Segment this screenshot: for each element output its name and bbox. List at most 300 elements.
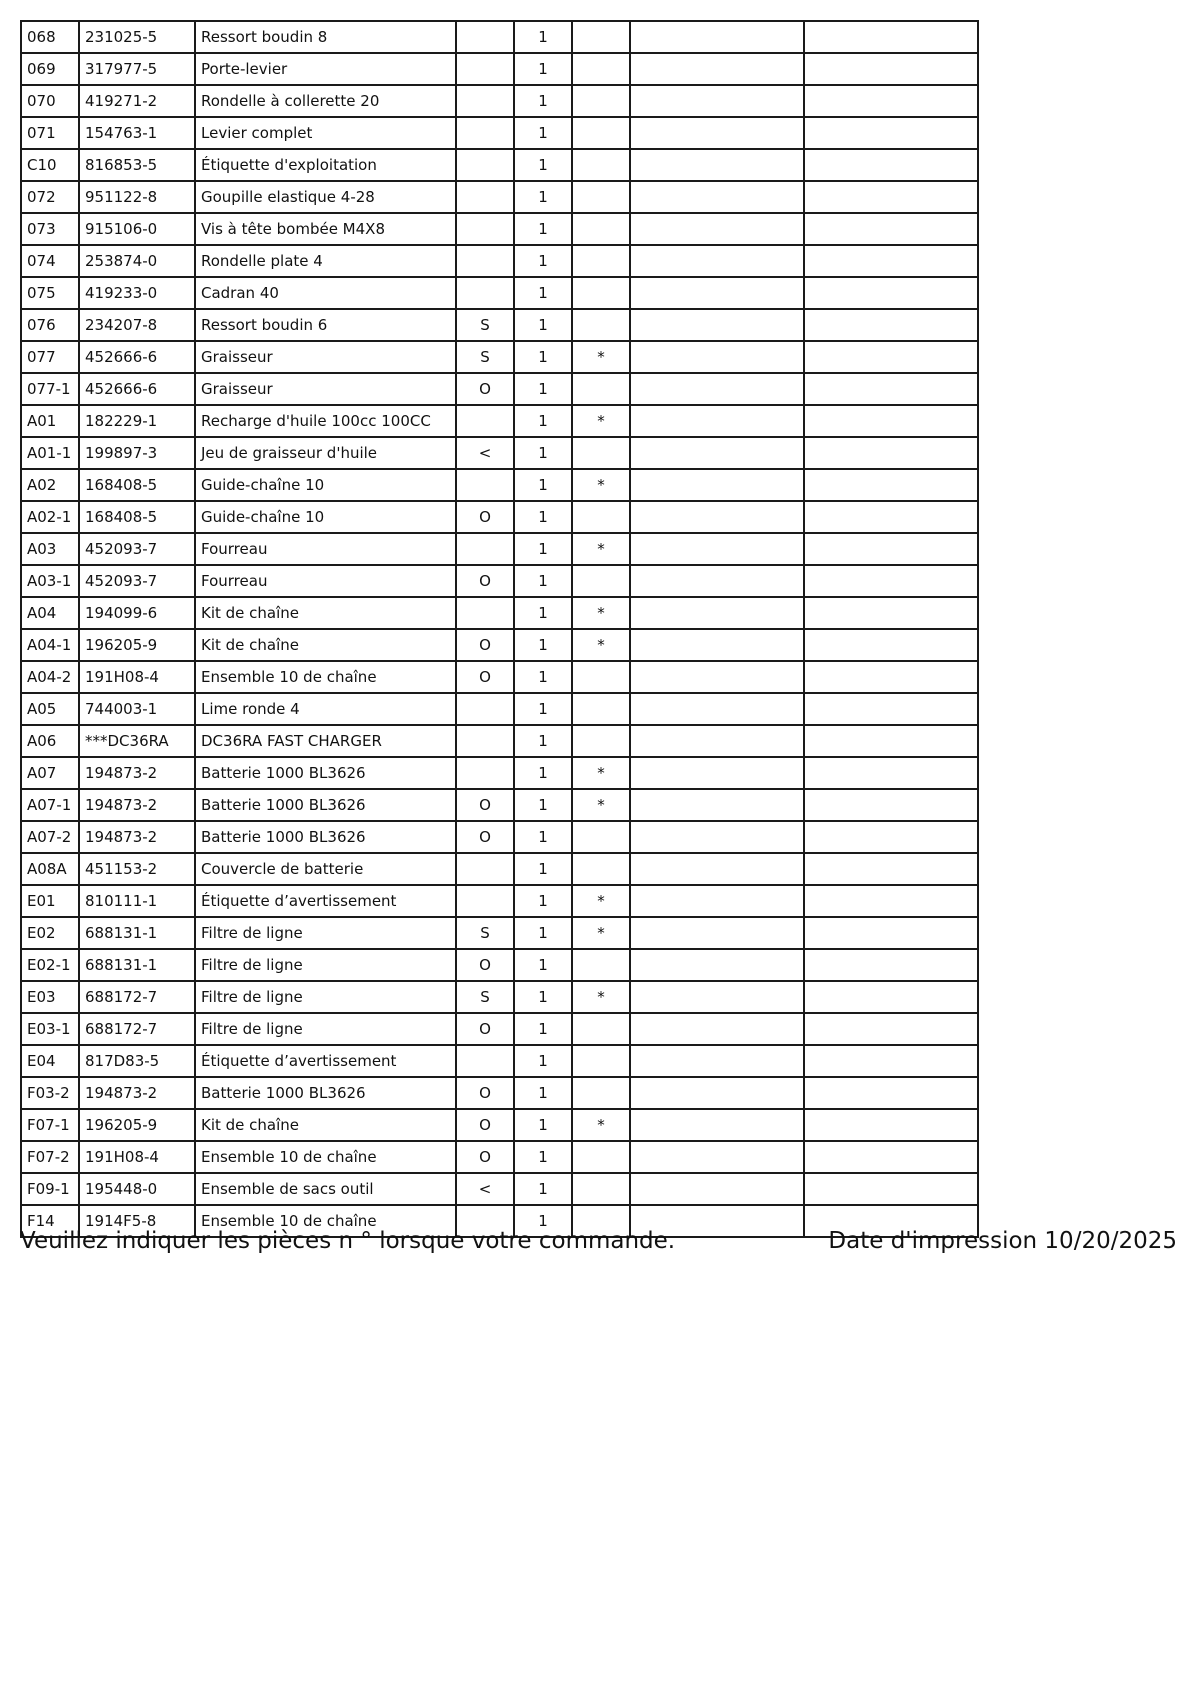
part-number-cell: 196205-9 <box>79 629 195 661</box>
mark-cell <box>572 1077 630 1109</box>
part-number-cell: 168408-5 <box>79 501 195 533</box>
description-cell: Ensemble 10 de chaîne <box>195 1205 456 1237</box>
part-number-cell: 419233-0 <box>79 277 195 309</box>
quantity-cell: 1 <box>514 533 572 565</box>
blank-cell-b <box>804 405 978 437</box>
part-number-cell: 688131-1 <box>79 917 195 949</box>
quantity-cell: 1 <box>514 469 572 501</box>
quantity-cell: 1 <box>514 501 572 533</box>
part-number-cell: 195448-0 <box>79 1173 195 1205</box>
item-number-cell: A06 <box>21 725 79 757</box>
mark-cell <box>572 181 630 213</box>
part-number-cell: 194873-2 <box>79 821 195 853</box>
blank-cell-a <box>630 341 804 373</box>
part-number-cell: 234207-8 <box>79 309 195 341</box>
description-cell: DC36RA FAST CHARGER <box>195 725 456 757</box>
table-row <box>21 789 978 821</box>
mark-cell: * <box>572 789 630 821</box>
item-number-cell: E02 <box>21 917 79 949</box>
table-row <box>21 277 978 309</box>
part-number-cell: 1914F5-8 <box>79 1205 195 1237</box>
blank-cell-b <box>804 309 978 341</box>
item-number-cell: A01 <box>21 405 79 437</box>
description-cell: Étiquette d’avertissement <box>195 1045 456 1077</box>
item-number-cell: A03 <box>21 533 79 565</box>
mark-cell: * <box>572 629 630 661</box>
blank-cell-a <box>630 213 804 245</box>
description-cell: Filtre de ligne <box>195 949 456 981</box>
blank-cell-a <box>630 181 804 213</box>
blank-cell-a <box>630 501 804 533</box>
item-number-cell: A07-2 <box>21 821 79 853</box>
blank-cell-b <box>804 53 978 85</box>
description-cell: Recharge d'huile 100cc 100CC <box>195 405 456 437</box>
description-cell: Filtre de ligne <box>195 917 456 949</box>
blank-cell-a <box>630 149 804 181</box>
note-cell: S <box>456 309 514 341</box>
part-number-cell: 452666-6 <box>79 373 195 405</box>
table-row <box>21 629 978 661</box>
part-number-cell: 194873-2 <box>79 789 195 821</box>
description-cell: Rondelle à collerette 20 <box>195 85 456 117</box>
quantity-cell: 1 <box>514 757 572 789</box>
description-cell: Jeu de graisseur d'huile <box>195 437 456 469</box>
description-cell: Ensemble 10 de chaîne <box>195 1141 456 1173</box>
table-row <box>21 1109 978 1141</box>
part-number-cell: 452093-7 <box>79 565 195 597</box>
item-number-cell: 068 <box>21 21 79 53</box>
mark-cell: * <box>572 597 630 629</box>
note-cell: S <box>456 981 514 1013</box>
blank-cell-b <box>804 885 978 917</box>
blank-cell-b <box>804 181 978 213</box>
mark-cell <box>572 1013 630 1045</box>
table-row <box>21 213 978 245</box>
quantity-cell: 1 <box>514 149 572 181</box>
part-number-cell: 194873-2 <box>79 1077 195 1109</box>
table-row <box>21 1013 978 1045</box>
description-cell: Guide-chaîne 10 <box>195 469 456 501</box>
table-row <box>21 853 978 885</box>
item-number-cell: A08A <box>21 853 79 885</box>
mark-cell <box>572 821 630 853</box>
table-row <box>21 1173 978 1205</box>
mark-cell: * <box>572 917 630 949</box>
table-row <box>21 693 978 725</box>
item-number-cell: F03-2 <box>21 1077 79 1109</box>
description-cell: Levier complet <box>195 117 456 149</box>
table-row <box>21 661 978 693</box>
item-number-cell: E03-1 <box>21 1013 79 1045</box>
quantity-cell: 1 <box>514 1173 572 1205</box>
item-number-cell: A04-1 <box>21 629 79 661</box>
blank-cell-b <box>804 117 978 149</box>
description-cell: Étiquette d'exploitation <box>195 149 456 181</box>
item-number-cell: E03 <box>21 981 79 1013</box>
table-row <box>21 757 978 789</box>
item-number-cell: 071 <box>21 117 79 149</box>
item-number-cell: E02-1 <box>21 949 79 981</box>
table-row <box>21 501 978 533</box>
blank-cell-b <box>804 1141 978 1173</box>
description-cell: Batterie 1000 BL3626 <box>195 821 456 853</box>
blank-cell-b <box>804 213 978 245</box>
table-row <box>21 1045 978 1077</box>
part-number-cell: 688131-1 <box>79 949 195 981</box>
blank-cell-a <box>630 757 804 789</box>
table-row <box>21 885 978 917</box>
blank-cell-a <box>630 277 804 309</box>
description-cell: Lime ronde 4 <box>195 693 456 725</box>
blank-cell-a <box>630 949 804 981</box>
blank-cell-a <box>630 1077 804 1109</box>
mark-cell: * <box>572 533 630 565</box>
table-row <box>21 373 978 405</box>
description-cell: Ressort boudin 6 <box>195 309 456 341</box>
part-number-cell: 816853-5 <box>79 149 195 181</box>
description-cell: Kit de chaîne <box>195 629 456 661</box>
description-cell: Couvercle de batterie <box>195 853 456 885</box>
item-number-cell: A02-1 <box>21 501 79 533</box>
mark-cell <box>572 149 630 181</box>
item-number-cell: A07-1 <box>21 789 79 821</box>
mark-cell: * <box>572 1109 630 1141</box>
blank-cell-b <box>804 437 978 469</box>
mark-cell <box>572 693 630 725</box>
note-cell <box>456 21 514 53</box>
note-cell <box>456 885 514 917</box>
item-number-cell: 075 <box>21 277 79 309</box>
note-cell <box>456 405 514 437</box>
table-row <box>21 53 978 85</box>
item-number-cell: 073 <box>21 213 79 245</box>
quantity-cell: 1 <box>514 565 572 597</box>
description-cell: Guide-chaîne 10 <box>195 501 456 533</box>
description-cell: Cadran 40 <box>195 277 456 309</box>
part-number-cell: 688172-7 <box>79 1013 195 1045</box>
part-number-cell: 199897-3 <box>79 437 195 469</box>
note-cell: O <box>456 789 514 821</box>
quantity-cell: 1 <box>514 949 572 981</box>
note-cell: < <box>456 1173 514 1205</box>
item-number-cell: 072 <box>21 181 79 213</box>
quantity-cell: 1 <box>514 437 572 469</box>
description-cell: Filtre de ligne <box>195 981 456 1013</box>
quantity-cell: 1 <box>514 789 572 821</box>
mark-cell <box>572 85 630 117</box>
blank-cell-a <box>630 693 804 725</box>
mark-cell <box>572 661 630 693</box>
description-cell: Graisseur <box>195 341 456 373</box>
blank-cell-b <box>804 725 978 757</box>
blank-cell-b <box>804 1077 978 1109</box>
blank-cell-b <box>804 629 978 661</box>
quantity-cell: 1 <box>514 917 572 949</box>
blank-cell-b <box>804 693 978 725</box>
part-number-cell: 810111-1 <box>79 885 195 917</box>
blank-cell-a <box>630 53 804 85</box>
item-number-cell: A03-1 <box>21 565 79 597</box>
blank-cell-b <box>804 949 978 981</box>
note-cell <box>456 181 514 213</box>
mark-cell <box>572 309 630 341</box>
item-number-cell: F07-1 <box>21 1109 79 1141</box>
note-cell <box>456 725 514 757</box>
blank-cell-b <box>804 661 978 693</box>
print-date: Date d'impression 10/20/2025 <box>828 1228 1177 1254</box>
blank-cell-b <box>804 373 978 405</box>
part-number-cell: 194873-2 <box>79 757 195 789</box>
mark-cell <box>572 277 630 309</box>
table-row <box>21 117 978 149</box>
blank-cell-a <box>630 21 804 53</box>
mark-cell: * <box>572 341 630 373</box>
blank-cell-a <box>630 629 804 661</box>
part-number-cell: 253874-0 <box>79 245 195 277</box>
description-cell: Kit de chaîne <box>195 597 456 629</box>
blank-cell-a <box>630 85 804 117</box>
mark-cell: * <box>572 757 630 789</box>
note-cell: O <box>456 1109 514 1141</box>
blank-cell-b <box>804 757 978 789</box>
quantity-cell: 1 <box>514 117 572 149</box>
quantity-cell: 1 <box>514 277 572 309</box>
table-row <box>21 437 978 469</box>
note-cell: O <box>456 501 514 533</box>
blank-cell-a <box>630 661 804 693</box>
note-cell <box>456 853 514 885</box>
blank-cell-b <box>804 1173 978 1205</box>
description-cell: Porte-levier <box>195 53 456 85</box>
note-cell <box>456 1045 514 1077</box>
blank-cell-a <box>630 245 804 277</box>
table-row <box>21 309 978 341</box>
mark-cell <box>572 437 630 469</box>
note-cell <box>456 213 514 245</box>
item-number-cell: 076 <box>21 309 79 341</box>
quantity-cell: 1 <box>514 1205 572 1237</box>
quantity-cell: 1 <box>514 21 572 53</box>
description-cell: Goupille elastique 4-28 <box>195 181 456 213</box>
blank-cell-b <box>804 21 978 53</box>
part-number-cell: 419271-2 <box>79 85 195 117</box>
blank-cell-b <box>804 981 978 1013</box>
blank-cell-a <box>630 373 804 405</box>
quantity-cell: 1 <box>514 85 572 117</box>
blank-cell-b <box>804 1109 978 1141</box>
mark-cell <box>572 725 630 757</box>
note-cell: O <box>456 1077 514 1109</box>
mark-cell <box>572 565 630 597</box>
blank-cell-b <box>804 245 978 277</box>
mark-cell <box>572 853 630 885</box>
mark-cell <box>572 1045 630 1077</box>
description-cell: Kit de chaîne <box>195 1109 456 1141</box>
blank-cell-a <box>630 1141 804 1173</box>
blank-cell-a <box>630 309 804 341</box>
item-number-cell: F14 <box>21 1205 79 1237</box>
table-row <box>21 565 978 597</box>
table-row <box>21 149 978 181</box>
note-cell: O <box>456 1141 514 1173</box>
part-number-cell: 452666-6 <box>79 341 195 373</box>
item-number-cell: A04-2 <box>21 661 79 693</box>
blank-cell-b <box>804 821 978 853</box>
note-cell <box>456 85 514 117</box>
blank-cell-b <box>804 597 978 629</box>
item-number-cell: A04 <box>21 597 79 629</box>
mark-cell <box>572 213 630 245</box>
blank-cell-a <box>630 117 804 149</box>
quantity-cell: 1 <box>514 981 572 1013</box>
note-cell: O <box>456 373 514 405</box>
table-row <box>21 245 978 277</box>
quantity-cell: 1 <box>514 885 572 917</box>
blank-cell-b <box>804 85 978 117</box>
blank-cell-a <box>630 533 804 565</box>
blank-cell-b <box>804 469 978 501</box>
blank-cell-a <box>630 1045 804 1077</box>
note-cell: O <box>456 1013 514 1045</box>
blank-cell-b <box>804 1045 978 1077</box>
part-number-cell: 196205-9 <box>79 1109 195 1141</box>
blank-cell-a <box>630 1109 804 1141</box>
table-row <box>21 1077 978 1109</box>
quantity-cell: 1 <box>514 1141 572 1173</box>
item-number-cell: 074 <box>21 245 79 277</box>
table-row <box>21 21 978 53</box>
blank-cell-b <box>804 789 978 821</box>
mark-cell: * <box>572 885 630 917</box>
blank-cell-a <box>630 853 804 885</box>
item-number-cell: C10 <box>21 149 79 181</box>
quantity-cell: 1 <box>514 309 572 341</box>
table-row <box>21 181 978 213</box>
item-number-cell: 070 <box>21 85 79 117</box>
blank-cell-a <box>630 565 804 597</box>
description-cell: Fourreau <box>195 533 456 565</box>
description-cell: Vis à tête bombée M4X8 <box>195 213 456 245</box>
mark-cell <box>572 1141 630 1173</box>
part-number-cell: 182229-1 <box>79 405 195 437</box>
part-number-cell: 168408-5 <box>79 469 195 501</box>
quantity-cell: 1 <box>514 341 572 373</box>
note-cell <box>456 757 514 789</box>
table-row <box>21 341 978 373</box>
item-number-cell: F09-1 <box>21 1173 79 1205</box>
item-number-cell: A07 <box>21 757 79 789</box>
part-number-cell: ***DC36RA <box>79 725 195 757</box>
item-number-cell: F07-2 <box>21 1141 79 1173</box>
mark-cell <box>572 21 630 53</box>
item-number-cell: 077-1 <box>21 373 79 405</box>
note-cell <box>456 117 514 149</box>
quantity-cell: 1 <box>514 693 572 725</box>
note-cell: < <box>456 437 514 469</box>
description-cell: Fourreau <box>195 565 456 597</box>
part-number-cell: 191H08-4 <box>79 1141 195 1173</box>
order-instruction-note: Veuillez indiquer les pièces n ° lorsque votre commande. <box>20 1228 676 1254</box>
quantity-cell: 1 <box>514 245 572 277</box>
description-cell: Batterie 1000 BL3626 <box>195 789 456 821</box>
note-cell <box>456 149 514 181</box>
table-row <box>21 821 978 853</box>
note-cell <box>456 693 514 725</box>
blank-cell-b <box>804 565 978 597</box>
note-cell: O <box>456 565 514 597</box>
mark-cell: * <box>572 981 630 1013</box>
part-number-cell: 951122-8 <box>79 181 195 213</box>
blank-cell-a <box>630 885 804 917</box>
quantity-cell: 1 <box>514 661 572 693</box>
mark-cell <box>572 373 630 405</box>
table-row <box>21 533 978 565</box>
note-cell: O <box>456 629 514 661</box>
blank-cell-a <box>630 437 804 469</box>
description-cell: Batterie 1000 BL3626 <box>195 1077 456 1109</box>
quantity-cell: 1 <box>514 373 572 405</box>
description-cell: Batterie 1000 BL3626 <box>195 757 456 789</box>
part-number-cell: 688172-7 <box>79 981 195 1013</box>
note-cell <box>456 53 514 85</box>
quantity-cell: 1 <box>514 1013 572 1045</box>
quantity-cell: 1 <box>514 853 572 885</box>
part-number-cell: 817D83-5 <box>79 1045 195 1077</box>
description-cell: Rondelle plate 4 <box>195 245 456 277</box>
blank-cell-a <box>630 469 804 501</box>
mark-cell <box>572 117 630 149</box>
note-cell <box>456 277 514 309</box>
quantity-cell: 1 <box>514 821 572 853</box>
table-row <box>21 949 978 981</box>
mark-cell: * <box>572 469 630 501</box>
quantity-cell: 1 <box>514 725 572 757</box>
table-row <box>21 1141 978 1173</box>
description-cell: Ensemble de sacs outil <box>195 1173 456 1205</box>
blank-cell-a <box>630 917 804 949</box>
description-cell: Graisseur <box>195 373 456 405</box>
description-cell: Ressort boudin 8 <box>195 21 456 53</box>
blank-cell-b <box>804 341 978 373</box>
item-number-cell: 077 <box>21 341 79 373</box>
blank-cell-b <box>804 917 978 949</box>
note-cell: S <box>456 917 514 949</box>
table-row <box>21 725 978 757</box>
part-number-cell: 194099-6 <box>79 597 195 629</box>
part-number-cell: 744003-1 <box>79 693 195 725</box>
quantity-cell: 1 <box>514 213 572 245</box>
quantity-cell: 1 <box>514 181 572 213</box>
note-cell <box>456 245 514 277</box>
parts-table <box>20 20 979 1238</box>
mark-cell <box>572 501 630 533</box>
blank-cell-a <box>630 981 804 1013</box>
blank-cell-b <box>804 533 978 565</box>
table-row <box>21 981 978 1013</box>
table-row <box>21 85 978 117</box>
quantity-cell: 1 <box>514 629 572 661</box>
blank-cell-b <box>804 853 978 885</box>
blank-cell-a <box>630 789 804 821</box>
blank-cell-b <box>804 501 978 533</box>
table-row <box>21 597 978 629</box>
mark-cell <box>572 245 630 277</box>
parts-table-body <box>21 21 978 1237</box>
blank-cell-a <box>630 1173 804 1205</box>
description-cell: Filtre de ligne <box>195 1013 456 1045</box>
note-cell <box>456 597 514 629</box>
table-row <box>21 469 978 501</box>
